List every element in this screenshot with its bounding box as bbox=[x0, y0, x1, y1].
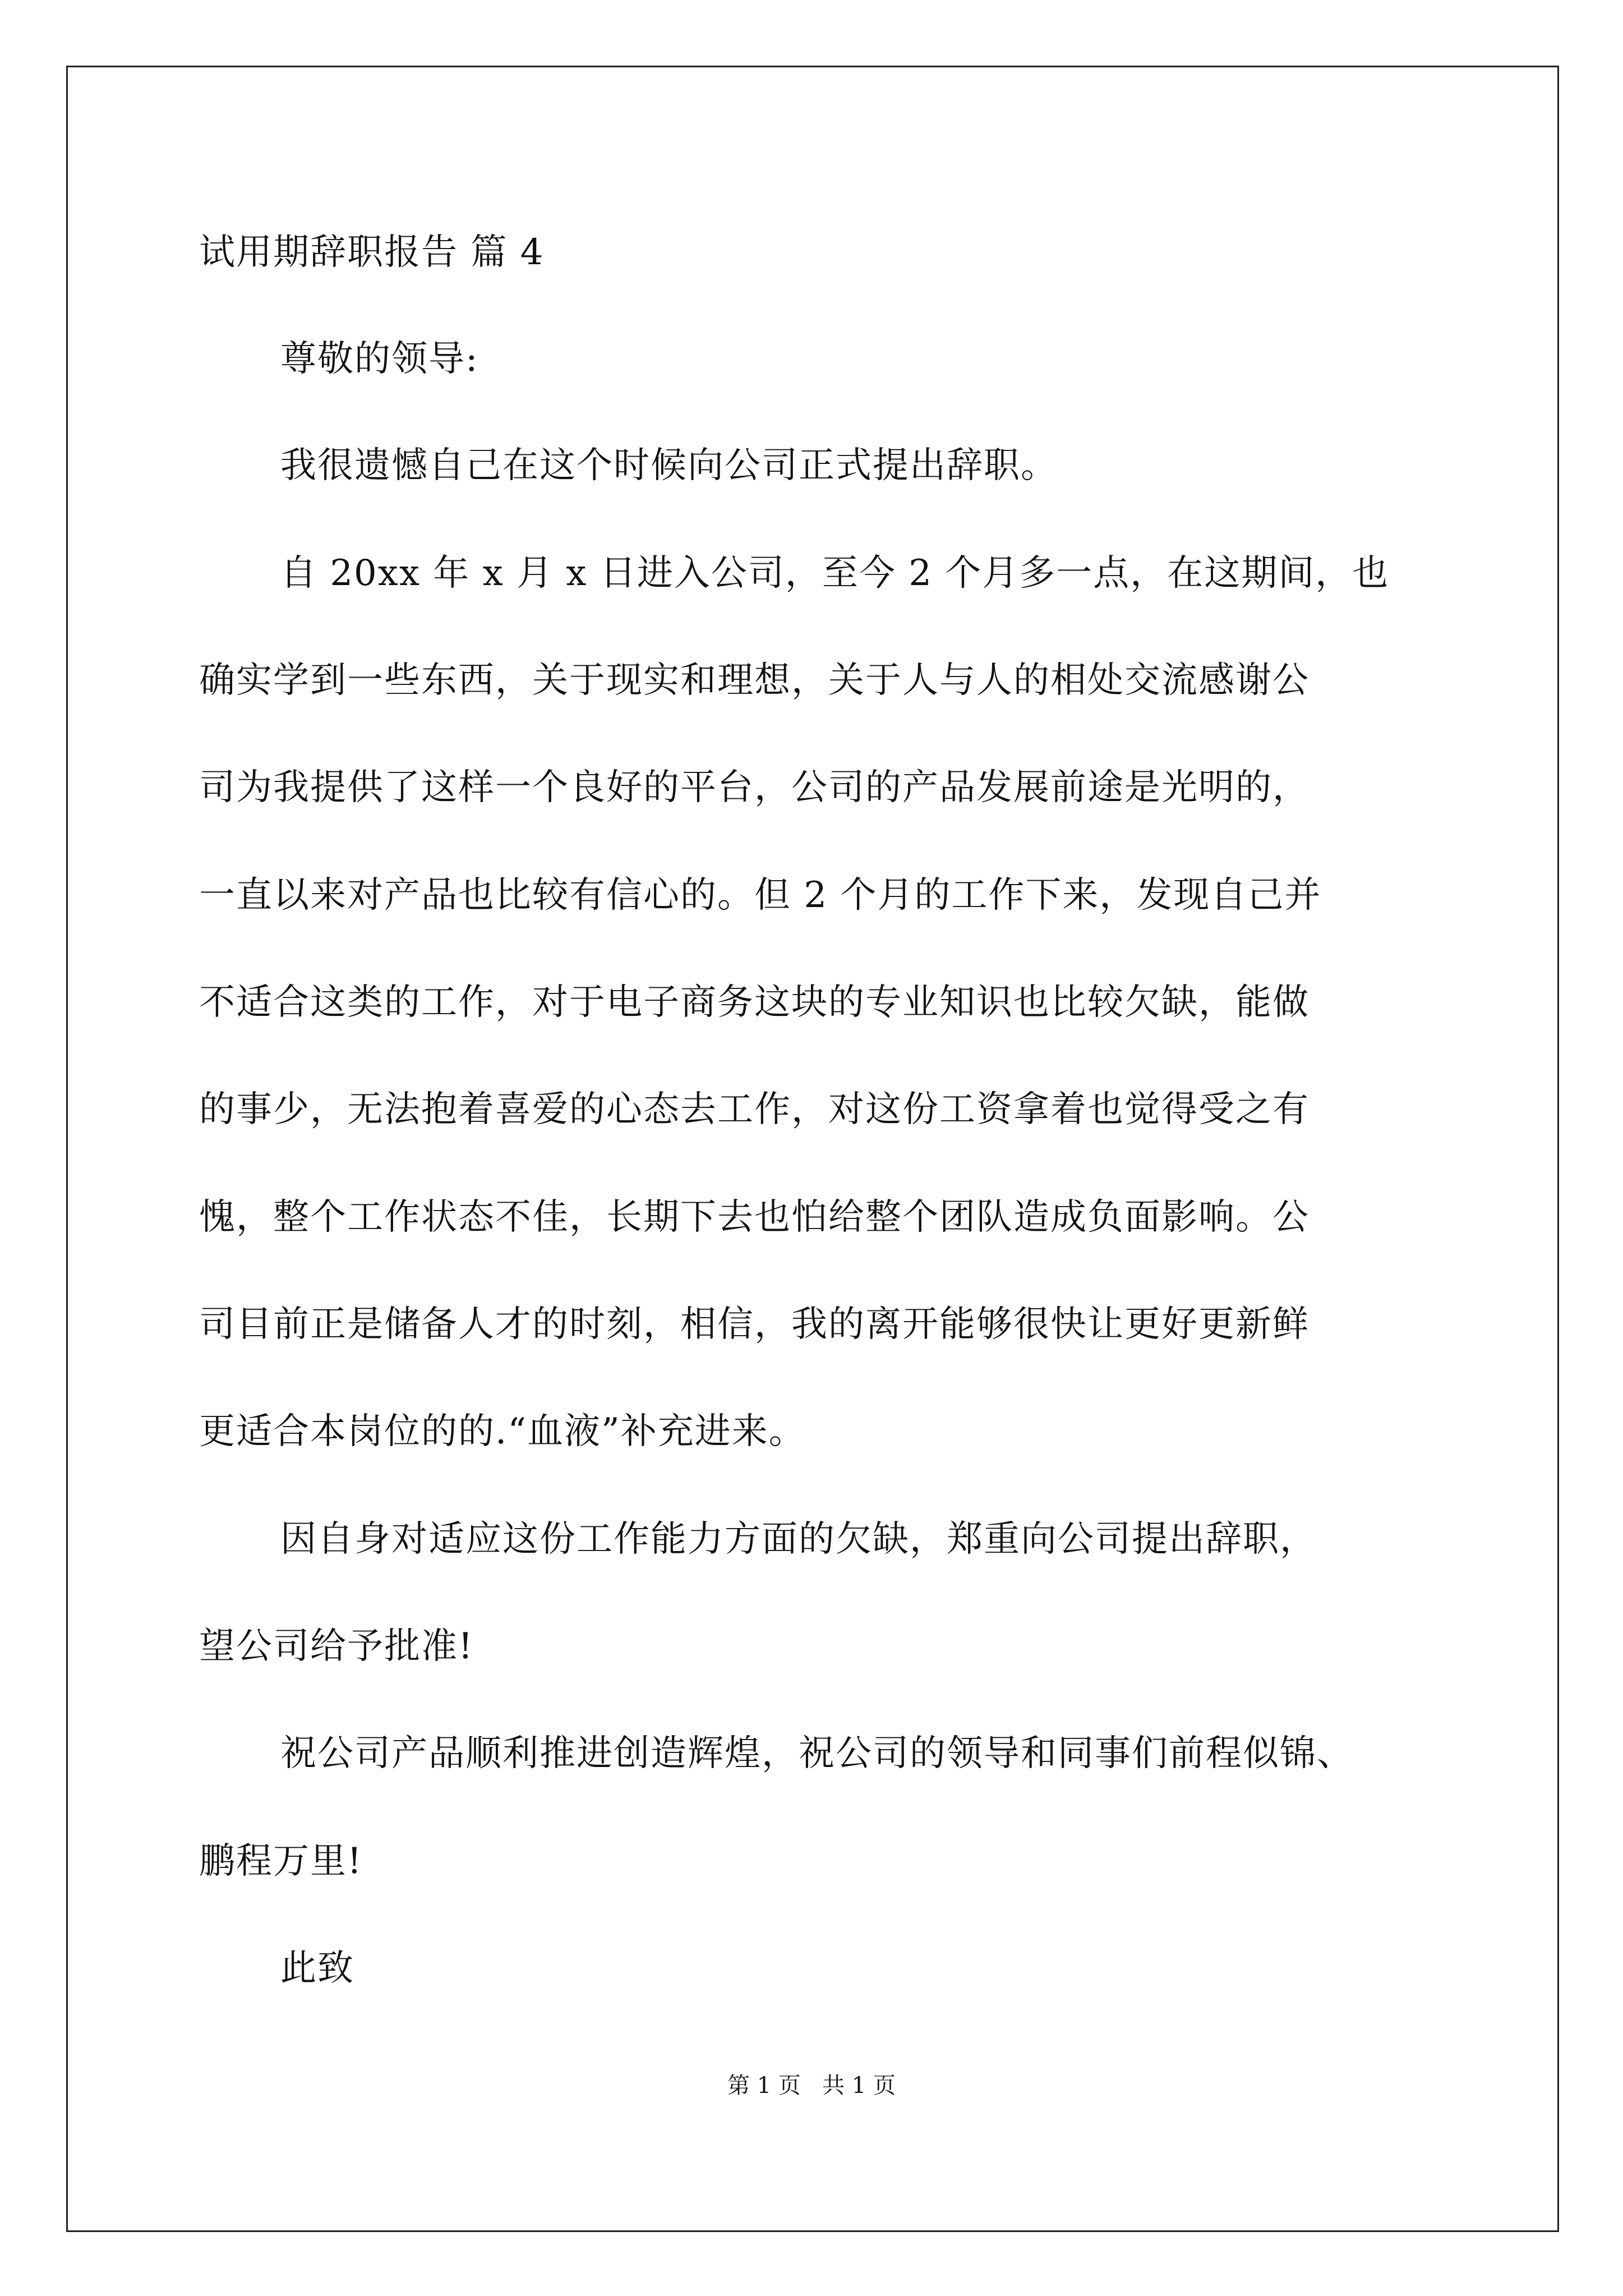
page-footer: 第 1 页 共 1 页 bbox=[727, 2073, 896, 2099]
document-heading: 试用期辞职报告 篇 4 bbox=[199, 232, 545, 273]
body-line: 祝公司产品顺利推进创造辉煌，祝公司的领导和同事们前程似锦、 bbox=[280, 1733, 1354, 1774]
body-line: 的事少，无法抱着喜爱的心态去工作，对这份工资拿着也觉得受之有 bbox=[199, 1089, 1310, 1130]
body-line: 一直以来对产品也比较有信心的。但 2 个月的工作下来，发现自己并 bbox=[199, 875, 1322, 916]
body-line: 愧，整个工作状态不佳，长期下去也怕给整个团队造成负面影响。公 bbox=[199, 1197, 1310, 1238]
body-line: 不适合这类的工作，对于电子商务这块的专业知识也比较欠缺，能做 bbox=[199, 982, 1310, 1023]
body-line: 我很遗憾自己在这个时候向公司正式提出辞职。 bbox=[280, 445, 1058, 486]
page-border bbox=[66, 66, 1559, 2232]
salutation: 尊敬的领导: bbox=[280, 338, 479, 380]
body-line: 因自身对适应这份工作能力方面的欠缺，郑重向公司提出辞职， bbox=[280, 1519, 1317, 1560]
body-line: 自 20xx 年 x 月 x 日进入公司，至今 2 个月多一点，在这期间，也 bbox=[280, 553, 1390, 594]
body-line: 司目前正是储备人才的时刻，相信，我的离开能够很快让更好更新鲜 bbox=[199, 1304, 1310, 1345]
body-line: 鹏程万里! bbox=[199, 1841, 363, 1882]
closing: 此致 bbox=[280, 1948, 354, 1989]
body-line: 确实学到一些东西，关于现实和理想，关于人与人的相处交流感谢公 bbox=[199, 660, 1310, 701]
body-line: 司为我提供了这样一个良好的平台，公司的产品发展前途是光明的， bbox=[199, 767, 1310, 808]
body-line: 更适合本岗位的的.“血液”补充进来。 bbox=[199, 1411, 806, 1452]
body-line: 望公司给予批准! bbox=[199, 1626, 474, 1667]
